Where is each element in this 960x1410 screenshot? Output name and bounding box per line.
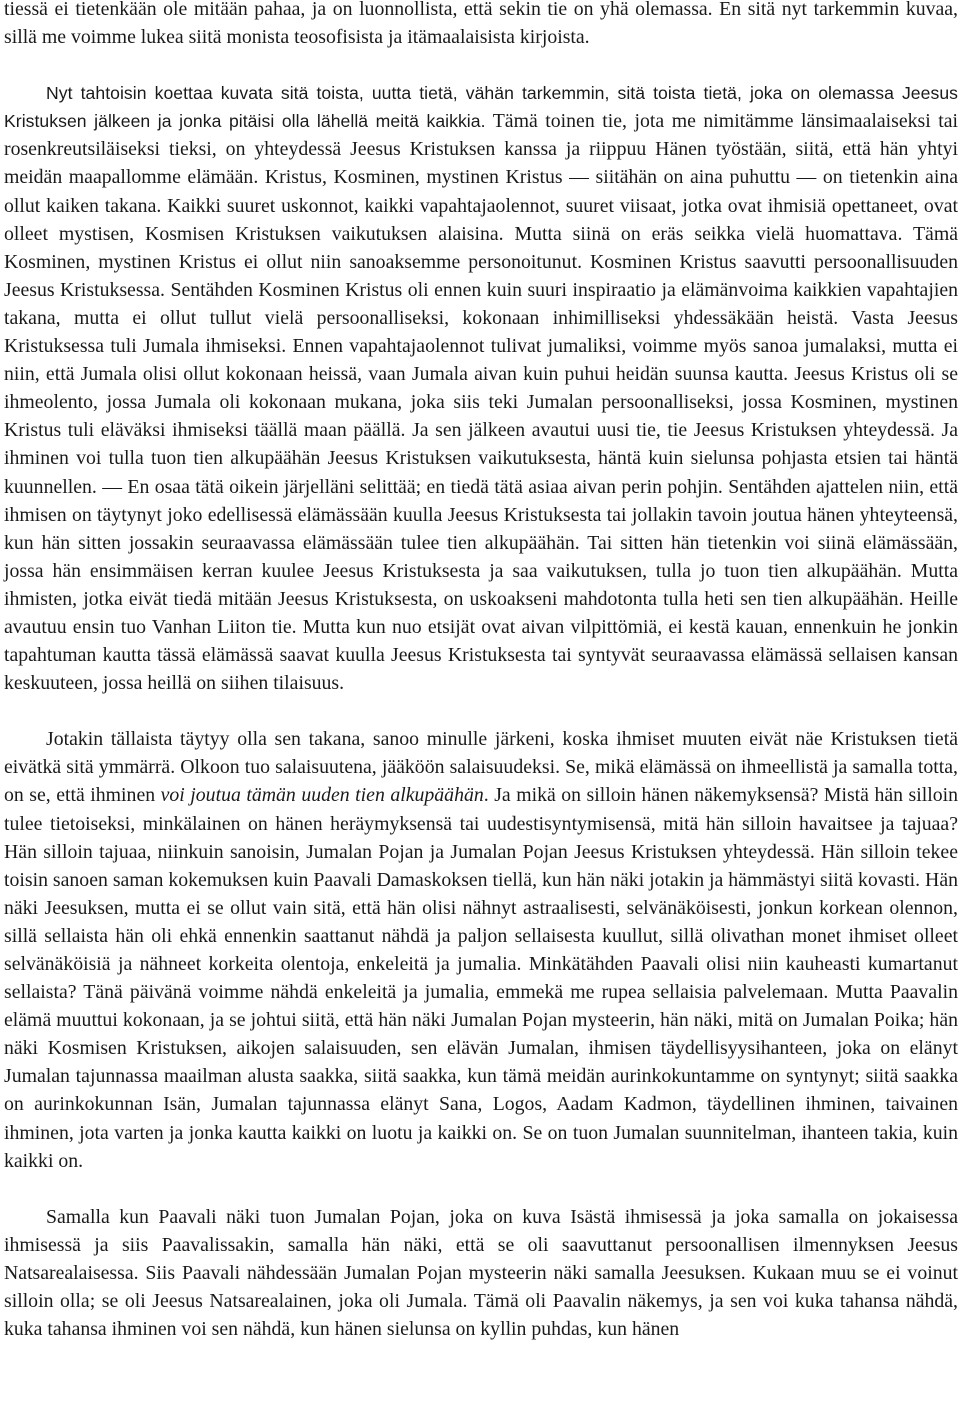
paragraph-3-emphasis: voi joutua tämän uuden tien alkupäähän [160,784,484,807]
paragraph-3 [4,725,958,1175]
paragraph-2 [4,79,958,697]
paragraph-gap [4,51,958,79]
paragraph-gap [4,1175,958,1203]
paragraph-2-lead: Nyt tahtoisin koettaa kuvata sitä toista, uutta tietä, vähän tarkemmin, sitä toista tietä, joka on olemassa Jeesus Kristuksen jälkeen ja jonka pitäisi olla lähellä meitä kaikkia. [4,83,958,132]
paragraph-gap [4,697,958,725]
paragraph-3-after: . Ja mikä on silloin hänen näkemyksensä? Mistä hän silloin tulee tietoiseksi, minkälainen on hänen heräymyksensä tai uudestisyntymisensä, mitä hän silloin havaitsee ja tajuaa? Hän silloin tajuaa, niinkuin sanoisin, Jumalan Pojan ja Jumalan Pojan Jeesus Kristuksen yhteydessä. Hän silloin tekee toisin sanoen saman kokemuksen kuin Paavali Damaskoksen tiellä, kun hän näki jotakin ja hämmästyi siitä kovasti. Hän näki Jeesuksen, mutta ei se ollut vain sitä, että hän olisi nähnyt astraalisesti, selvänäköisesti, jonkun korkean olennon, sillä sellaista hän oli ehkä ennenkin saattanut nähdä ja paljon sellaisesta kuullut, sillä olivathan monet ihmiset olleet selvänäköisiä ja nähneet korkeita olentoja, enkeleitä ja jumalia. Minkätähden Paavali olisi niin kauheasti kumartanut sellaista? Tänä päivänä voimme nähdä enkeleitä ja jumalia, emmekä me rupea sellaisia palvelemaan. Mutta Paavalin elämä muuttui kokonaan, ja se johtui siitä, että hän näki Jumalan Pojan mysteerin, hän näki, mitä on Jumalan Poika; hän näki Kosmisen Kristuksen, aikojen salaisuuden, sen elävän Jumalan, ihmisen täydellisyysihanteen, joka on elänyt Jumalan tajunnassa maailman alusta saakka, siitä saakka, kun tämä meidän aurinkokuntamme on syntynyt; siitä saakka on aurinkokunnan Isän, Jumalan tajunnassa elänyt Sana, Logos, Aadam Kadmon, täydellinen ihminen, taivainen ihminen, jota varten ja jonka kautta kaikki on luotu ja kaikki on. Se on tuon Jumalan suunnitelman, ihanteen takia, kuin kaikki on. [4,784,958,1172]
paragraph-3-before: Jotakin tällaista täytyy olla sen takana, sanoo minulle järkeni, koska ihmiset muuten eivät näe Kristuksen tietä eivätkä sitä ymmärrä. Olkoon tuo salaisuutena, jääköön salaisuudeksi. Se, mikä elämässä on ihmeellistä ja samalla totta, on se, että ihminen [4,728,958,807]
paragraph-1: tiessä ei tietenkään ole mitään pahaa, ja on luonnollista, että sekin tie on yhä olemassa. En sitä nyt tarkemmin kuvaa, sillä me voimme lukea siitä monista teosofisista ja itämaalaisista kirjoista. [4,0,958,49]
paragraph-4: Samalla kun Paavali näki tuon Jumalan Pojan, joka on kuva Isästä ihmisessä ja joka samalla on jokaisessa ihmisessä ja siis Paavalissakin, samalla hän näki, että se oli saavuttanut persoonallisen ilmennyksen Jeesus Natsarealaisessa. Siis Paavali nähdessään Jumalan Pojan mysteerin näki samalla Jeesuksen. Kukaan muu se ei voinut silloin olla; se oli Jeesus Natsarealainen, joka oli Jumala. Tämä oli Paavalin näkemys, ja sen voi kuka tahansa nähdä, kuka tahansa ihminen voi sen nähdä, kun hänen sielunsa on kyllin puhdas, kun hänen [4,1205,958,1341]
paragraph-2-body: Tämä toinen tie, jota me nimitämme länsimaalaiseksi tai rosenkreutsiläiseksi tieksi, on yhteydessä Jeesus Kristuksen kanssa ja riippuu Hänen työstään, siitä, että hän yhtyi meidän maapallomme elämään. Kristus, Kosminen, mystinen Kristus — siitähän on aina puhuttu — on tietenkin aina ollut kaiken takana. Kaikki suuret uskonnot, kaikki vapahtajaolennot, suuret viisaat, jotka ovat ihmisiä opettaneet, ovat olleet mystisen, Kosmisen Kristuksen vaikutuksen alaisina. Mutta siinä on eräs seikka vielä huomattava. Tämä Kosminen, mystinen Kristus ei ollut niin sanoaksemme personoitunut. Kosminen Kristus saavutti persoonallisuuden Jeesus Kristuksessa. Sentähden Kosminen Kristus oli ennen kuin suuri inspiraatio ja elämänvoima kaikkien vapahtajien takana, mutta ei ollut tullut vielä persoonalliseksi, kokonaan inhimilliseksi yhdessäkään heistä. Vasta Jeesus Kristuksessa tuli Jumala ihmiseksi. Ennen vapahtajaolennot tulivat jumaliksi, voimme myös sanoa jumalaksi, mutta ei niin, että Jumala olisi ollut kokonaan heissä, vaan Jumala aivan kuin puhui heidän suunsa kautta. Jeesus Kristus oli se ihmeolento, jossa Jumala oli kokonaan mukana, joka siis teki Jumalan persoonalliseksi, jossa Kosminen, mystinen Kristus tuli eläväksi ihmiseksi täällä maan päällä. Ja sen jälkeen avautui uusi tie, tie Jeesus Kristuksen yhteydessä. Ja ihminen voi tulla tuon tien alkupäähän Jeesus Kristuksen vaikutuksesta, häntä kuin sielunsa pohjasta etsien tai häntä kuunnellen. — En osaa tätä oikein järjelläni selittää; en tiedä tätä asiaa aivan perin pohjin. Sentähden ajattelen niin, että ihmisen on täytynyt joko edellisessä elämässään kuulla Jeesus Kristuksesta tai jollakin tavoin joutua hänen yhteyteensä, kun hän sitten jossakin seuraavassa elämässään tulee tien alkupäähän. Tai sitten hän tietenkin voi siinä elämässään, jossa hän ensimmäisen kerran kuulee Jeesus Kristuksesta ja saa vaikutuksen, tulla jo tuon tien alkupäähän. Mutta ihmisten, jotka eivät tiedä mitään Jeesus Kristuksesta, on uskoakseni mahdotonta tulla heti sen tien alkupäähän. Heille avautuu ensin tuo Vanhan Liiton tie. Mutta kun nuo etsijät ovat aivan vilpittömiä, ei kestä kauan, ennenkuin he jonkin tapahtuman kautta tässä elämässä saavat kuulla Jeesus Kristuksesta tai syntyvät seuraavassa elämässä sellaisen kansan keskuuteen, jossa heillä on siihen tilaisuus. [4,110,958,695]
document-page [4,0,958,1343]
